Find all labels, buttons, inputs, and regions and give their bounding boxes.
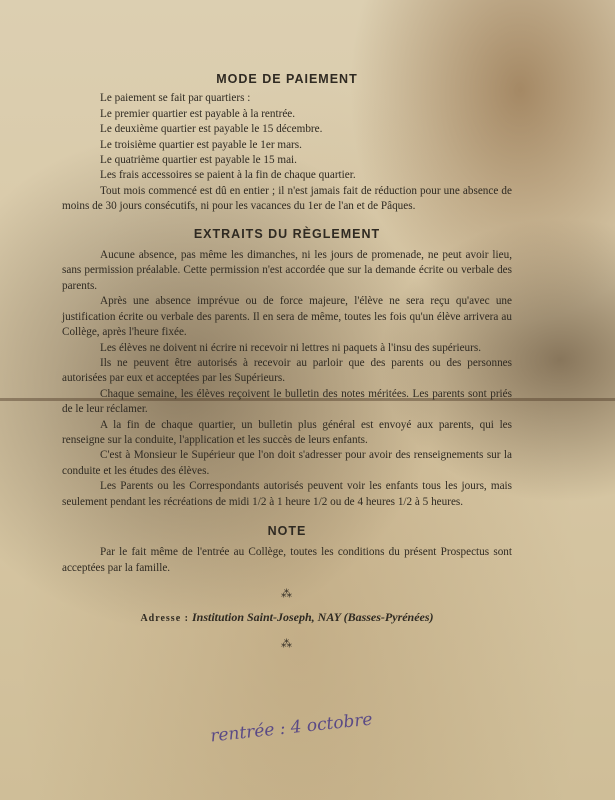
document-text: [62, 68, 512, 659]
address-value: Institution Saint-Joseph, NAY (Basses-Pyrénées): [191, 609, 434, 624]
reglement-paragraph: Chaque semaine, les élèves reçoivent le bulletin des notes méritées. Les parents sont priés de le leur réclamer.: [62, 387, 512, 416]
ornament-bottom: ⁂: [281, 637, 293, 650]
heading-note: NOTE: [267, 523, 307, 538]
paiement-list: [62, 91, 512, 183]
paiement-line: Le premier quartier est payable à la rentrée.: [100, 107, 296, 120]
address-label: Adresse :: [140, 612, 189, 624]
reglement-paragraph: Les élèves ne doivent ni écrire ni recevoir ni lettres ni paquets à l'insu des supérieurs.: [100, 341, 482, 354]
address-line: [62, 610, 512, 626]
note-paragraph: Par le fait même de l'entrée au Collège, toutes les conditions du présent Prospectus sont acceptées par la famille.: [62, 546, 512, 574]
reglement-paragraph: C'est à Monsieur le Supérieur que l'on doit s'adresser pour avoir des renseignements sur la conduite et les études des élèves.: [62, 449, 512, 477]
reglement-paragraph: Ils ne peuvent être autorisés à recevoir au parloir que des parents ou des personnes autorisées par eux et acceptées par les Supérieurs.: [62, 356, 512, 385]
paiement-line: Les frais accessoires se paient à la fin de chaque quartier.: [100, 169, 356, 182]
reglement-paragraph: Aucune absence, pas même les dimanches, ni les jours de promenade, ne peut avoir lieu, sans permission préalable. Cette permission n'est accordée que sur la demande écrite ou verbale des parents.: [62, 249, 512, 292]
paiement-line: Le deuxième quartier est payable le 15 décembre.: [100, 123, 323, 136]
reglement-paragraph: A la fin de chaque quartier, un bulletin plus général est envoyé aux parents, qui les renseigne sur la conduite, l'application et les succès de leurs enfants.: [62, 418, 512, 446]
reglement-paragraph: Les Parents ou les Correspondants autorisés peuvent voir les enfants tous les jours, mais seulement pendant les récréations de midi 1/2 à 1 heure 1/2 ou de 4 heures 1/2 à 5 heures.: [62, 480, 512, 508]
paiement-paragraph: Tout mois commencé est dû en entier ; il n'est jamais fait de réduction pour une absence de moins de 30 jours consécutifs, ni pour les vacances du 1er de l'an et de Pâques.: [62, 184, 512, 213]
paiement-line: Le troisième quartier est payable le 1er mars.: [100, 138, 302, 151]
paiement-line: Le quatrième quartier est payable le 15 mai.: [100, 154, 297, 167]
paiement-line: Le paiement se fait par quartiers :: [100, 92, 251, 105]
handwritten-note: rentrée : 4 octobre: [209, 709, 374, 747]
reglement-paragraph: Après une absence imprévue ou de force majeure, l'élève ne sera reçu qu'avec une justification écrite ou verbale des parents. Il en sera de même, toutes les fois qu'un élève arrivera au Collège, après l'heure fixée.: [62, 295, 512, 339]
heading-paiement: MODE DE PAIEMENT: [216, 72, 358, 86]
ornament-top: ⁂: [281, 587, 293, 601]
heading-reglement: EXTRAITS DU RÈGLEMENT: [193, 226, 381, 241]
